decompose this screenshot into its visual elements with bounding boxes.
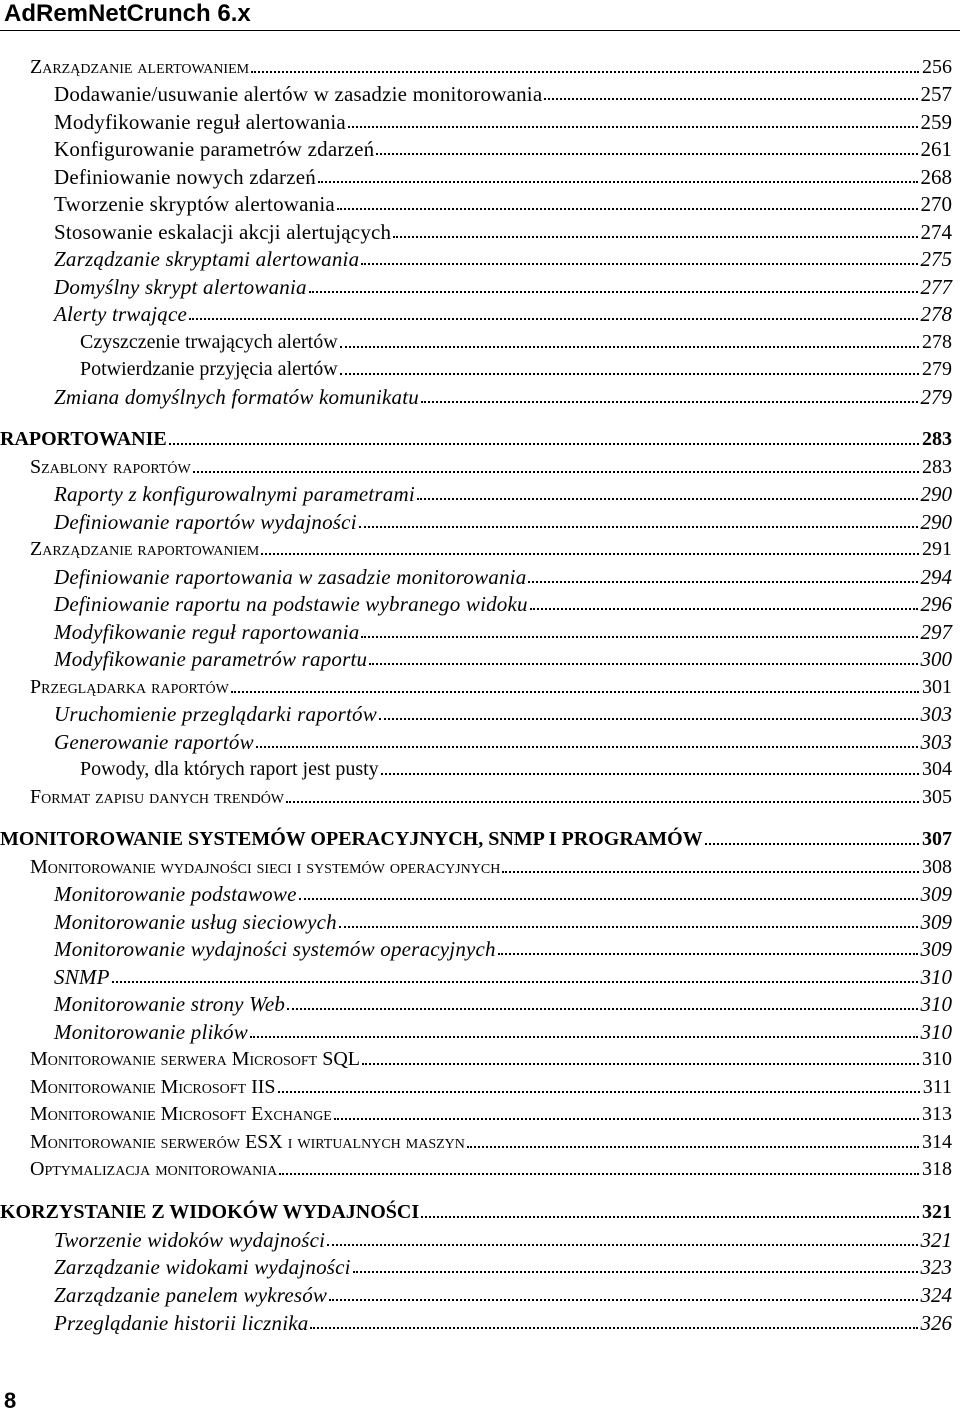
toc-entry[interactable] xyxy=(0,244,952,271)
toc-entry-page: 278 xyxy=(922,331,952,353)
toc-entry-page: 310 xyxy=(920,992,952,1016)
toc-entry-page: 303 xyxy=(920,730,952,754)
toc-entry-title: Modyfikowanie reguł alertowania xyxy=(54,110,346,134)
toc-entry-page: 279 xyxy=(920,385,952,409)
toc-entry-page: 290 xyxy=(920,510,952,534)
toc-entry-title: Monitorowanie plików xyxy=(54,1020,248,1044)
toc-entry[interactable] xyxy=(0,107,952,134)
toc-dot-leader xyxy=(169,443,919,445)
toc-entry-page: 321 xyxy=(922,1201,952,1223)
toc-entry[interactable] xyxy=(0,727,952,754)
toc-dot-leader xyxy=(421,401,918,403)
toc-entry[interactable] xyxy=(0,699,952,726)
toc-entry-title: Monitorowanie serwera Microsoft SQL xyxy=(30,1048,360,1070)
toc-entry-page: 310 xyxy=(920,1020,952,1044)
toc-entry-title: Tworzenie widoków wydajności xyxy=(54,1228,326,1252)
toc-entry-page: 278 xyxy=(920,302,952,326)
toc-entry-title: Przeglądarka raportów xyxy=(30,676,229,698)
toc-entry-title: MONITOROWANIE SYSTEMÓW OPERACYJNYCH, SNMP I PROGRAMÓW xyxy=(0,828,703,850)
toc-entry-page: 290 xyxy=(920,482,952,506)
toc-entry-page: 261 xyxy=(920,137,952,161)
toc-dot-leader xyxy=(250,1036,918,1038)
toc-entry-title: Zarządzanie widokami wydajności xyxy=(54,1255,351,1279)
toc-entry[interactable] xyxy=(0,52,952,79)
toc-entry[interactable] xyxy=(0,1154,952,1181)
toc-dot-leader xyxy=(467,1146,919,1148)
toc-entry[interactable] xyxy=(0,1072,952,1099)
toc-entry-page: 323 xyxy=(920,1255,952,1279)
toc-dot-leader xyxy=(278,1091,920,1093)
toc-entry-page: 283 xyxy=(922,428,952,450)
toc-entry-page: 259 xyxy=(920,110,952,134)
toc-entry-title: Generowanie raportów xyxy=(54,730,254,754)
toc-entry-title: Monitorowanie usług sieciowych xyxy=(54,910,337,934)
toc-entry[interactable] xyxy=(0,1127,952,1154)
toc-entry[interactable] xyxy=(0,962,952,989)
toc-entry-title: Zarządzanie panelem wykresów xyxy=(54,1283,328,1307)
toc-entry[interactable] xyxy=(0,424,952,451)
toc-entry-page: 307 xyxy=(922,828,952,850)
toc-dot-leader xyxy=(340,346,919,348)
toc-dot-leader xyxy=(286,801,919,803)
toc-entry[interactable] xyxy=(0,1308,952,1335)
toc-entry[interactable] xyxy=(0,189,952,216)
toc-dot-leader xyxy=(231,691,919,693)
toc-dot-leader xyxy=(287,1008,917,1010)
toc-entry[interactable] xyxy=(0,907,952,934)
toc-dot-leader xyxy=(421,1216,919,1218)
toc-entry[interactable] xyxy=(0,824,952,851)
toc-entry[interactable] xyxy=(0,507,952,534)
toc-dot-leader xyxy=(361,636,917,638)
toc-dot-leader xyxy=(318,181,918,183)
toc-entry[interactable] xyxy=(0,644,952,671)
toc-dot-leader xyxy=(544,98,917,100)
toc-entry-title: Definiowanie raportowania w zasadzie monitorowania xyxy=(54,565,527,589)
toc-dot-leader xyxy=(112,981,918,983)
toc-dot-leader xyxy=(310,1327,917,1329)
toc-entry-page: 275 xyxy=(920,247,952,271)
toc-entry-title: Przeglądanie historii licznika xyxy=(54,1311,309,1335)
toc-entry[interactable] xyxy=(0,1017,952,1044)
toc-entry-page: 321 xyxy=(920,1228,952,1252)
toc-entry-title: Domyślny skrypt alertowania xyxy=(54,275,307,299)
toc-dot-leader xyxy=(193,471,919,473)
toc-entry[interactable] xyxy=(0,1099,952,1126)
toc-entry-page: 297 xyxy=(920,620,952,644)
toc-dot-leader xyxy=(189,318,917,320)
toc-dot-leader xyxy=(340,373,919,375)
toc-entry-title: Zarządzanie alertowaniem xyxy=(30,56,250,78)
toc-entry-page: 313 xyxy=(922,1103,952,1125)
toc-entry-page: 304 xyxy=(922,758,952,780)
toc-dot-leader xyxy=(339,926,918,928)
toc-entry-page: 268 xyxy=(920,165,952,189)
toc-dot-leader xyxy=(261,553,919,555)
header-rule xyxy=(0,30,960,31)
toc-entry[interactable] xyxy=(0,589,952,616)
toc-entry-page: 311 xyxy=(922,1076,952,1098)
toc-dot-leader xyxy=(498,953,918,955)
toc-entry[interactable] xyxy=(0,1280,952,1307)
toc-dot-leader xyxy=(329,1299,917,1301)
toc-entry-page: 256 xyxy=(922,56,952,78)
toc-entry-title: SNMP xyxy=(54,965,110,989)
toc-dot-leader xyxy=(256,746,918,748)
toc-dot-leader xyxy=(361,263,917,265)
toc-entry-title: Monitorowanie serwerów ESX i wirtualnych maszyn xyxy=(30,1131,465,1153)
toc-entry-page: 305 xyxy=(922,786,952,808)
toc-entry-title: Definiowanie raportu na podstawie wybranego widoku xyxy=(54,592,528,616)
toc-entry[interactable] xyxy=(0,134,952,161)
toc-entry-page: 257 xyxy=(920,82,952,106)
toc-entry-page: 326 xyxy=(920,1311,952,1335)
toc-entry-title: Potwierdzanie przyjęcia alertów xyxy=(80,358,338,380)
toc-entry-title: Format zapisu danych trendów xyxy=(30,786,285,808)
toc-entry-title: Zmiana domyślnych formatów komunikatu xyxy=(54,385,419,409)
toc-dot-leader xyxy=(393,236,917,238)
toc-dot-leader xyxy=(251,71,919,73)
toc-entry[interactable] xyxy=(0,452,952,479)
toc-entry[interactable] xyxy=(0,617,952,644)
toc-entry[interactable] xyxy=(0,272,952,299)
toc-entry-page: 308 xyxy=(922,856,952,878)
toc-entry-title: Monitorowanie Microsoft IIS xyxy=(30,1076,276,1098)
toc-entry[interactable] xyxy=(0,534,952,561)
toc-entry[interactable] xyxy=(0,672,952,699)
toc-dot-leader xyxy=(376,153,917,155)
toc-entry-title: Powody, dla których raport jest pusty xyxy=(80,758,379,780)
toc-entry-page: 270 xyxy=(920,192,952,216)
toc-entry-page: 318 xyxy=(922,1158,952,1180)
toc-entry-title: RAPORTOWANIE xyxy=(0,428,167,450)
toc-entry-page: 301 xyxy=(922,676,952,698)
toc-dot-leader xyxy=(279,1173,919,1175)
toc-dot-leader xyxy=(348,126,918,128)
toc-entry[interactable] xyxy=(0,1044,952,1071)
page-header xyxy=(0,0,960,34)
toc-entry-title: Szablony raportów xyxy=(30,456,191,478)
toc-entry-page: 309 xyxy=(920,937,952,961)
toc-dot-leader xyxy=(353,1271,918,1273)
toc-entry-title: Zarządzanie skryptami alertowania xyxy=(54,247,360,271)
toc-entry-page: 279 xyxy=(922,358,952,380)
toc-dot-leader xyxy=(369,663,917,665)
toc-entry-page: 324 xyxy=(920,1283,952,1307)
toc-entry[interactable] xyxy=(0,1225,952,1252)
toc-entry[interactable] xyxy=(0,382,952,409)
toc-entry-page: 294 xyxy=(920,565,952,589)
toc-dot-leader xyxy=(309,291,918,293)
toc-entry[interactable] xyxy=(0,299,952,326)
toc-entry[interactable] xyxy=(0,1252,952,1279)
toc-entry[interactable] xyxy=(0,327,952,354)
toc-dot-leader xyxy=(417,498,918,500)
toc-entry-title: Modyfikowanie reguł raportowania xyxy=(54,620,360,644)
toc-entry-title: Tworzenie skryptów alertowania xyxy=(54,192,335,216)
header-title: AdRemNetCrunch 6.x xyxy=(4,0,251,27)
toc-dot-leader xyxy=(334,1118,919,1120)
toc-entry-page: 283 xyxy=(922,456,952,478)
toc-entry[interactable] xyxy=(0,754,952,781)
toc-entry-page: 291 xyxy=(922,538,952,560)
toc-entry[interactable] xyxy=(0,934,952,961)
toc-entry-title: KORZYSTANIE Z WIDOKÓW WYDAJNOŚCI xyxy=(0,1201,420,1223)
toc-entry-page: 309 xyxy=(920,882,952,906)
toc-entry-page: 296 xyxy=(920,592,952,616)
toc-entry-page: 310 xyxy=(920,965,952,989)
toc-entry-page: 300 xyxy=(920,647,952,671)
toc-entry-title: Monitorowanie wydajności sieci i systemów operacyjnych xyxy=(30,856,501,878)
toc-entry-page: 310 xyxy=(922,1048,952,1070)
toc-entry-title: Raporty z konfigurowalnymi parametrami xyxy=(54,482,415,506)
toc-entry-title: Konfigurowanie parametrów zdarzeń xyxy=(54,137,375,161)
toc-entry[interactable] xyxy=(0,989,952,1016)
toc-dot-leader xyxy=(528,581,917,583)
toc-entry-title: Definiowanie nowych zdarzeń xyxy=(54,165,316,189)
toc-dot-leader xyxy=(530,608,918,610)
toc-entry-title: Monitorowanie strony Web xyxy=(54,992,286,1016)
toc-entry[interactable] xyxy=(0,354,952,381)
toc-dot-leader xyxy=(327,1244,917,1246)
toc-dot-leader xyxy=(381,773,919,775)
toc-entry[interactable] xyxy=(0,162,952,189)
toc-entry[interactable] xyxy=(0,479,952,506)
toc-entry-title: Uruchomienie przeglądarki raportów xyxy=(54,702,377,726)
toc-entry-page: 277 xyxy=(920,275,952,299)
toc-dot-leader xyxy=(379,718,918,720)
toc-entry-title: Stosowanie eskalacji akcji alertujących xyxy=(54,220,392,244)
toc-entry[interactable] xyxy=(0,782,952,809)
toc-entry-title: Modyfikowanie parametrów raportu xyxy=(54,647,368,671)
toc-entry[interactable] xyxy=(0,562,952,589)
toc-entry-title: Monitorowanie wydajności systemów operacyjnych xyxy=(54,937,496,961)
toc-entry-page: 303 xyxy=(920,702,952,726)
toc-entry[interactable] xyxy=(0,79,952,106)
toc-dot-leader xyxy=(359,526,918,528)
page-number: 8 xyxy=(4,1388,17,1413)
toc-entry[interactable] xyxy=(0,852,952,879)
toc-entry-title: Optymalizacja monitorowania xyxy=(30,1158,278,1180)
toc-entry-page: 314 xyxy=(922,1131,952,1153)
toc-entry-title: Alerty trwające xyxy=(54,302,188,326)
toc-entry-page: 309 xyxy=(920,910,952,934)
toc-entry[interactable] xyxy=(0,217,952,244)
toc-entry-title: Dodawanie/usuwanie alertów w zasadzie monitorowania xyxy=(54,82,543,106)
toc-entry-title: Monitorowanie podstawowe xyxy=(54,882,297,906)
toc-dot-leader xyxy=(502,871,919,873)
toc-entry[interactable] xyxy=(0,1197,952,1224)
toc-dot-leader xyxy=(705,843,919,845)
toc-dot-leader xyxy=(299,898,918,900)
toc-dot-leader xyxy=(337,208,918,210)
toc-entry-title: Monitorowanie Microsoft Exchange xyxy=(30,1103,332,1125)
toc-dot-leader xyxy=(362,1063,919,1065)
toc-entry-title: Zarządzanie raportowaniem xyxy=(30,538,260,560)
toc-entry-title: Definiowanie raportów wydajności xyxy=(54,510,357,534)
toc-entry-title: Czyszczenie trwających alertów xyxy=(80,331,338,353)
toc-entry-page: 274 xyxy=(920,220,952,244)
toc-entry[interactable] xyxy=(0,879,952,906)
